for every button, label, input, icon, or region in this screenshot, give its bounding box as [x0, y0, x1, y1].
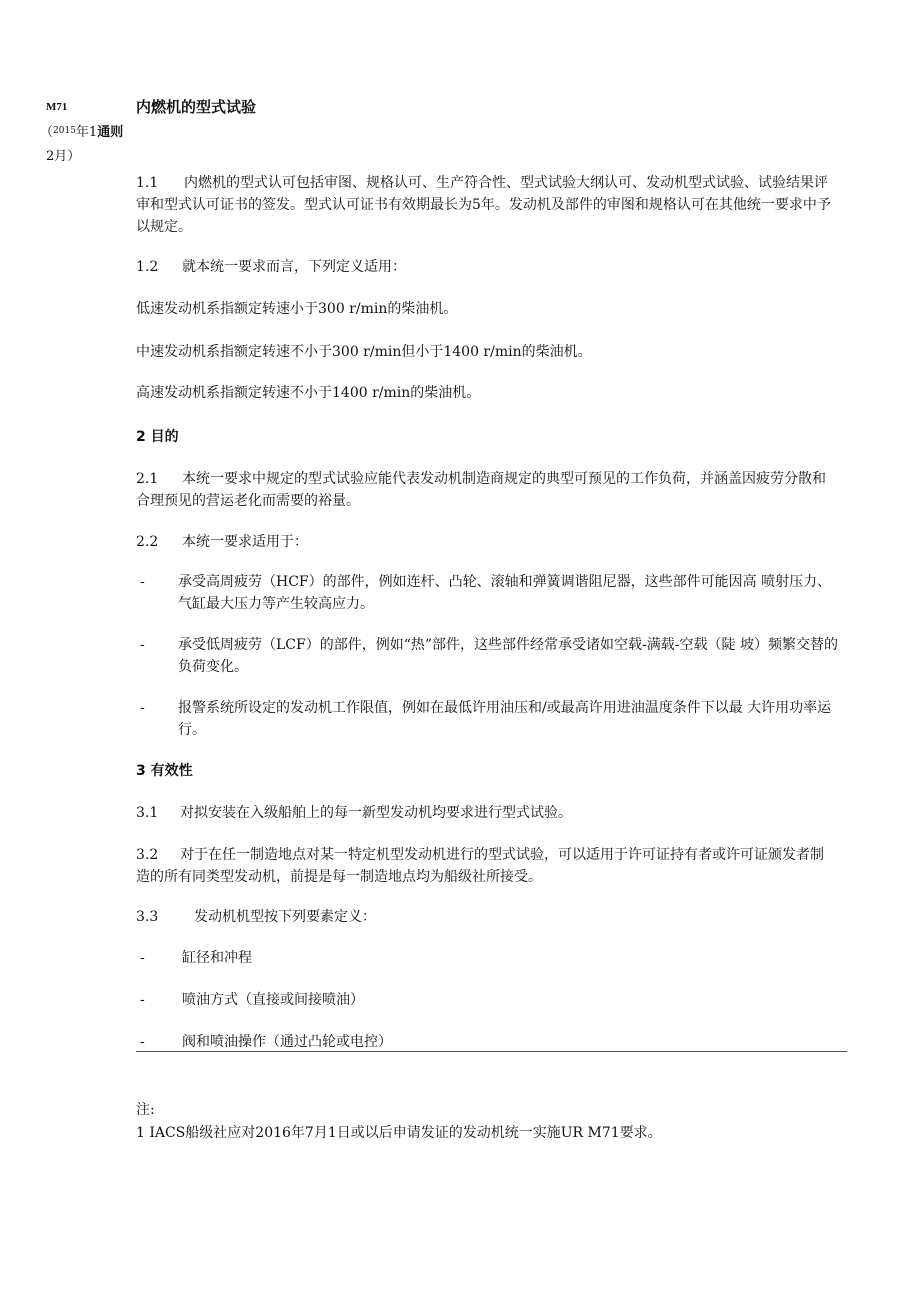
list-item-hcf: 承受高周疲劳（HCF）的部件，例如连杆、凸轮、滚轴和弹簧调谐阻尼器，这些部件可能因高 喷射压力、气缸最大压力等产生较高应力。	[178, 574, 832, 612]
definition-medium-speed: 中速发动机系指额定转速不小于300 r/min但小于1400 r/min的柴油机。	[136, 344, 592, 360]
paragraph-number: 1.2	[136, 259, 159, 275]
list-dash: -	[140, 992, 145, 1008]
document-title: 内燃机的型式试验	[136, 98, 257, 116]
paragraph-1-2	[136, 256, 836, 278]
list-item-valve-operation: 阀和喷油操作（通过凸轮或电控）	[182, 1034, 392, 1050]
paragraph-number: 3.3	[136, 909, 159, 925]
list-item-alarm-limits: 报警系统所设定的发动机工作限值，例如在最低许用油压和/或最高许用进油温度条件下以最 大许用功率运行。	[178, 700, 832, 738]
footnote-text: 1 IACS船级社应对2016年7月1日或以后申请发证的发动机统一实施UR M71要求。	[136, 1125, 662, 1141]
definition-low-speed: 低速发动机系指额定转速小于300 r/min的柴油机。	[136, 301, 458, 317]
list-dash: -	[140, 637, 145, 653]
paragraph-3-3	[136, 906, 836, 928]
date-year: 2015	[53, 126, 76, 136]
paragraph-1-1	[136, 172, 836, 238]
list-item-bore-stroke: 缸径和冲程	[182, 950, 252, 966]
section-2-heading: 2 目的	[136, 429, 179, 445]
paragraph-text: 本统一要求中规定的型式试验应能代表发动机制造商规定的典型可预见的工作负荷，并涵盖因疲劳分散和合理预见的营运老化而需要的裕量。	[136, 471, 826, 509]
footnote-divider	[136, 1051, 847, 1052]
date-rest: 年1	[75, 125, 98, 140]
paragraph-text: 对于在任一制造地点对某一特定机型发动机进行的型式试验，可以适用于许可证持有者或许可证颁发者制造的所有同类型发动机，前提是每一制造地点均为船级社所接受。	[136, 847, 824, 885]
paragraph-3-2	[136, 844, 836, 888]
paragraph-3-1	[136, 802, 836, 824]
paragraph-text: 对拟安装在入级船舶上的每一新型发动机均要求进行型式试验。	[180, 805, 572, 821]
paragraph-number: 3.2	[136, 847, 159, 863]
revision-date-line2: 2月）	[46, 149, 81, 164]
paragraph-text: 本统一要求适用于：	[182, 534, 308, 550]
footnote-label: 注:	[136, 1102, 155, 1118]
list-dash: -	[140, 574, 145, 590]
paragraph-2-2	[136, 531, 836, 553]
paragraph-number: 2.2	[136, 534, 159, 550]
paragraph-text: 就本统一要求而言，下列定义适用：	[182, 259, 406, 275]
paragraph-text: 内燃机的型式认可包括审图、规格认可、生产符合性、型式试验大纲认可、发动机型式试验、试验结果评审和型式认可证书的签发。型式认可证书有效期最长为5年。发动机及部件的审图和规格认可在其他统一要求中予以规定。	[136, 175, 831, 235]
list-dash: -	[140, 700, 145, 716]
paragraph-text: 发动机机型按下列要素定义：	[194, 909, 376, 925]
list-item-lcf: 承受低周疲劳（LCF）的部件，例如“热”部件，这些部件经常承受诸如空载-满载-空载（陡 坡）频繁交替的负荷变化。	[178, 637, 838, 675]
date-open: （	[40, 125, 54, 140]
requirement-code: M71	[46, 101, 68, 113]
definition-high-speed: 高速发动机系指额定转速不小于1400 r/min的柴油机。	[136, 385, 481, 401]
paragraph-number: 1.1	[136, 175, 159, 191]
section-3-heading: 3 有效性	[136, 763, 193, 779]
list-item-injection-type: 喷油方式（直接或间接喷油）	[182, 992, 364, 1008]
paragraph-2-1	[136, 468, 836, 512]
revision-date-line1	[40, 121, 123, 140]
list-dash: -	[140, 1034, 145, 1050]
paragraph-number: 2.1	[136, 471, 159, 487]
paragraph-number: 3.1	[136, 805, 159, 821]
section-label: 通则	[97, 125, 124, 140]
list-dash: -	[140, 950, 145, 966]
